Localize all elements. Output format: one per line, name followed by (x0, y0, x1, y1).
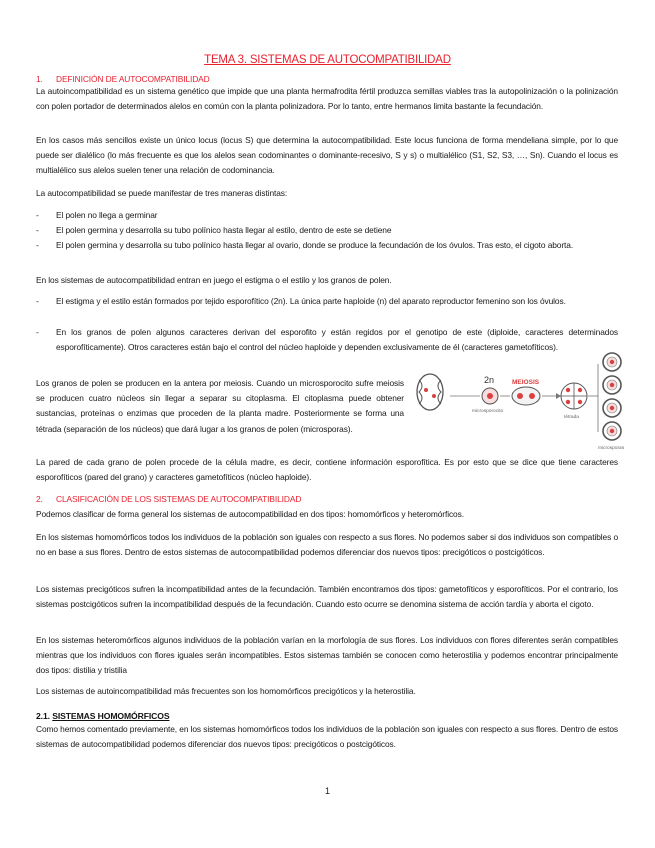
microspore-icon (603, 399, 621, 417)
microspore-icon (603, 422, 621, 440)
list-item: - El polen germina y desarrolla su tubo polínico hasta llegar al ovario, donde se produce la fecundación de los óvulos. Tras esto, el cigoto aborta. (36, 240, 574, 250)
label-microsporocito: microsporocito (472, 409, 504, 414)
paragraph: En los casos más sencillos existe un único locus (locus S) que determina la autocompatibilidad. Este locus funciona de forma mendeliana simple, por lo que puede ser dialélico (lo más frecuente es que los alelos sean codominantes o dominante-recesivo, S y s) o multialélico (S1, S2, S3, …, Sn). Cuando el locus es multialélico sus alelos suelen tener una relación de codominancia. (36, 135, 618, 176)
section-1-title: DEFINICIÓN DE AUTOCOMPATIBILIDAD (56, 74, 210, 84)
tetrad-icon (561, 383, 587, 409)
list-item: - El estigma y el estilo están formados por tejido esporofítico (2n). La única parte haploide (n) del aparato reproductor femenino son los óvulos. (36, 296, 566, 306)
list-item: - El polen germina y desarrolla su tubo polínico hasta llegar al estilo, dentro de este se detiene (36, 225, 392, 235)
section-2-1-number: 2.1. (36, 711, 50, 721)
paragraph: En los sistemas homomórficos todos los individuos de la población son iguales con respecto a sus flores. No podemos saber si dos individuos son compatibles o no en base a sus flores. Dentro de estos sistemas de autocompatibilidad podemos diferenciar dos nuevos tipos: precigóticos o postcigóticos. (36, 532, 618, 558)
microsporocito-cell-icon (482, 388, 498, 404)
paragraph: La autocompatibilidad se puede manifestar de tres maneras distintas: (36, 188, 288, 198)
page-number: 1 (324, 786, 330, 796)
label-meiosis: MEIOSIS (512, 379, 540, 386)
paragraph: Los sistemas precigóticos sufren la incompatibilidad antes de la fecundación. También encontramos dos tipos: gametofíticos y esporofíticos. Por el contrario, los sistemas postcigóticos sufren la incompatibilidad después de la fecundación. Cuando esto ocurre se denomina sistema de acción tardía y aborta el cigoto. (36, 584, 618, 610)
section-2-1-title: SISTEMAS HOMOMÓRFICOS (52, 711, 170, 721)
page-title: TEMA 3. SISTEMAS DE AUTOCOMPATIBILIDAD (204, 54, 451, 66)
section-1-number: 1. (36, 74, 43, 84)
paragraph: Los sistemas de autoincompatibilidad más frecuentes son los homomórficos precigóticos y la heterostilia. (36, 686, 416, 696)
anther-icon (417, 374, 443, 410)
paragraph: La pared de cada grano de polen procede de la célula madre, es decir, contiene información esporofítica. Es por esto que se dice que tiene caracteres esporofíticos (pared del grano) y caracteres gametofíticos (núcleo haploide). (36, 457, 618, 483)
label-tetrada: tétrada (564, 415, 579, 420)
paragraph: Como hemos comentado previamente, en los sistemas homomórficos todos los individuos de la población son iguales con respecto a sus flores. Dentro de estos sistemas de autocompatibilidad podemos diferenciar dos nuevos tipos: precigóticos o postcigóticos. (36, 724, 618, 750)
meiosis-diagram (414, 350, 626, 452)
microspore-icon (603, 353, 621, 371)
section-2-number: 2. (36, 494, 43, 504)
paragraph: Los granos de polen se producen en la antera por meiosis. Cuando un microsporocito sufre meiosis se producen cuatro núcleos sin llegar a separar su citoplasma. El citoplasma puede obtener sustancias, proteínas o enzimas que proceden de la planta madre. Posteriormente se forma una tétrada (separación de los núcleos) que dará lugar a los granos de polen (microsporas). (36, 378, 404, 434)
section-1-heading (36, 74, 210, 84)
paragraph: La autoincompatibilidad es un sistema genético que impide que una planta hermafrodita fértil produzca semillas viables tras la autopolinización o la polinización con polen portador de determinados alelos en común con la planta polinizadora. Por lo tanto, entre hermanos limita bastante la fecundación. (36, 86, 618, 112)
microspore-icon (603, 376, 621, 394)
paragraph: En los sistemas de autocompatibilidad entran en juego el estigma o el estilo y los granos de polen. (36, 275, 392, 285)
paragraph: Podemos clasificar de forma general los sistemas de autocompatibilidad en dos tipos: homomórficos y heteromórficos. (36, 509, 464, 519)
section-2-title: CLASIFICACIÓN DE LOS SISTEMAS DE AUTOCOMPATIBILIDAD (56, 494, 302, 504)
section-2-heading (36, 494, 301, 504)
label-2n: 2n (484, 375, 495, 385)
section-2-1-heading (36, 711, 170, 721)
paragraph: En los sistemas heteromórficos algunos individuos de la población varían en la morfología de sus flores. Los individuos con flores diferentes serán compatibles mientras que los individuos con flores iguales serán incompatibles. Estos sistemas también se conocen como heterostilia y podemos encontrar principalmente dos tipos: distilia y tristilia (36, 635, 618, 676)
label-microsporas: microsporas (598, 446, 625, 451)
list-item: - El polen no llega a germinar (36, 210, 158, 220)
dividing-cell-icon (512, 387, 540, 405)
list-item: - En los granos de polen algunos caracteres derivan del esporofito y están regidos por el genotipo de este (diploide, caracteres determinados esporofíticamente). Otros caracteres están bajo el control del núcleo haploide y dependen exclusivamente de él (caracteres gametofíticos). (36, 327, 618, 353)
